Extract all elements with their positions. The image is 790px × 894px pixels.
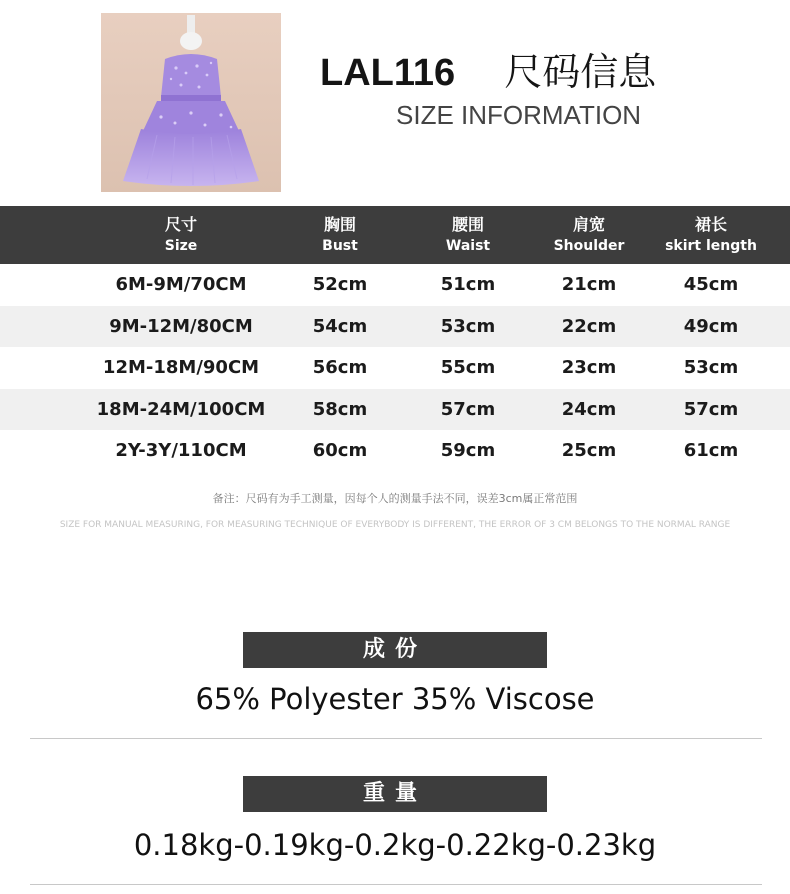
- cell-shoulder: 22cm: [561, 315, 617, 337]
- cell-bust: 60cm: [312, 440, 368, 461]
- cell-skirt-length: 61cm: [683, 440, 739, 461]
- product-photo: [101, 13, 281, 192]
- cell-shoulder: 25cm: [561, 440, 617, 461]
- column-header-skirt-length: [636, 206, 786, 264]
- cell-size: 6M-9M/70CM: [115, 274, 247, 295]
- cell-waist: 53cm: [440, 315, 496, 337]
- column-header-cn: 肩宽: [572, 215, 605, 234]
- column-header-cn: 胸围: [323, 215, 356, 234]
- weight-banner: 重量: [243, 776, 547, 812]
- table-row: [0, 306, 790, 348]
- column-header-en: Bust: [322, 238, 358, 254]
- divider: [30, 884, 762, 885]
- table-row: [0, 264, 790, 306]
- cell-skirt-length: 45cm: [683, 274, 739, 295]
- column-header-en: skirt length: [665, 238, 757, 254]
- note-en: SIZE FOR MANUAL MEASURING, FOR MEASURING TECHNIQUE OF EVERYBODY IS DIFFERENT, THE ERROR OF 3 CM BELONGS TO THE NORMAL RANGE: [59, 520, 731, 530]
- column-header-en: Waist: [445, 238, 491, 254]
- column-header-cn: 尺寸: [164, 215, 197, 234]
- cell-bust: 56cm: [312, 357, 368, 378]
- table-row: [0, 430, 790, 472]
- cell-size: 9M-12M/80CM: [109, 315, 253, 337]
- table-row: [0, 347, 790, 389]
- cell-size: 2Y-3Y/110CM: [115, 440, 247, 461]
- cell-waist: 59cm: [440, 440, 496, 461]
- cell-skirt-length: 49cm: [683, 315, 739, 337]
- cell-shoulder: 21cm: [561, 274, 617, 295]
- cell-waist: 57cm: [440, 398, 496, 420]
- column-header-cn: 裙长: [694, 215, 727, 234]
- composition-value: 65% Polyester 35% Viscose: [195, 682, 595, 716]
- column-header-en: Size: [164, 238, 198, 254]
- cell-waist: 55cm: [440, 357, 496, 378]
- cell-bust: 52cm: [312, 274, 368, 295]
- column-header-en: Shoulder: [553, 238, 625, 254]
- table-header: [0, 206, 790, 264]
- cell-skirt-length: 57cm: [683, 398, 739, 420]
- note-cn: 备注：尺码有为手工测量，因每个人的测量手法不同，误差3cm属正常范围: [212, 492, 578, 505]
- cell-size: 12M-18M/90CM: [102, 357, 260, 378]
- page-title: [320, 50, 740, 95]
- column-header-cn: 腰围: [451, 215, 484, 234]
- table-row: [0, 389, 790, 431]
- cell-skirt-length: 53cm: [683, 357, 739, 378]
- weight-value: 0.18kg-0.19kg-0.2kg-0.22kg-0.23kg: [133, 828, 657, 862]
- composition-banner: 成份: [243, 632, 547, 668]
- title-cn: 尺码信息: [504, 50, 657, 94]
- divider: [30, 738, 762, 739]
- cell-waist: 51cm: [440, 274, 496, 295]
- model-number: LAL116: [320, 52, 456, 94]
- column-header-bust: [270, 206, 410, 264]
- cell-shoulder: 24cm: [561, 398, 617, 420]
- size-table: [0, 206, 790, 472]
- cell-bust: 54cm: [312, 315, 368, 337]
- cell-size: 18M-24M/100CM: [96, 398, 266, 420]
- column-header-waist: [398, 206, 538, 264]
- cell-shoulder: 23cm: [561, 357, 617, 378]
- cell-bust: 58cm: [312, 398, 368, 420]
- title-en: SIZE INFORMATION: [396, 100, 642, 130]
